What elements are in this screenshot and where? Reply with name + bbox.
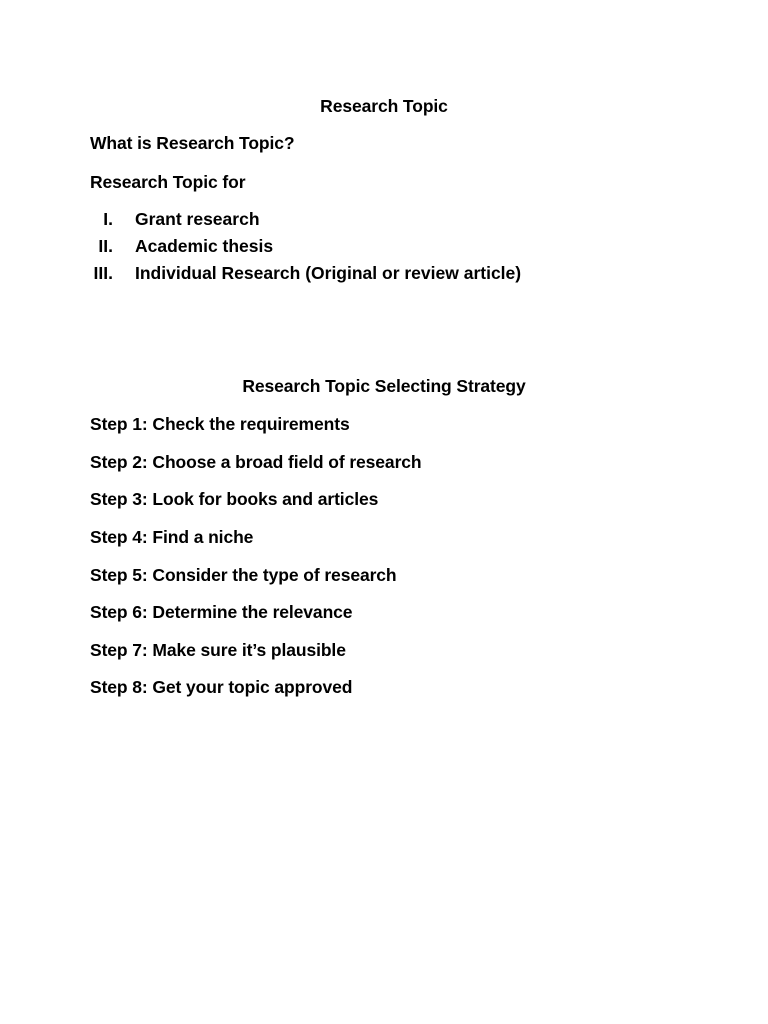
list-numeral: III.: [93, 263, 113, 283]
step-item: Step 2: Choose a broad field of research: [90, 452, 422, 472]
step-item: Step 6: Determine the relevance: [90, 602, 353, 622]
question-heading: What is Research Topic?: [90, 133, 295, 153]
list-item-text: Individual Research (Original or review article): [135, 263, 522, 283]
step-item: Step 1: Check the requirements: [90, 414, 350, 434]
topic-for-heading: Research Topic for: [90, 172, 246, 192]
list-item-text: Grant research: [135, 209, 260, 229]
step-item: Step 4: Find a niche: [90, 527, 254, 547]
step-item: Step 5: Consider the type of research: [90, 565, 397, 585]
step-item: Step 7: Make sure it’s plausible: [90, 640, 346, 660]
list-item-text: Academic thesis: [135, 236, 274, 256]
page-title: Research Topic: [320, 96, 448, 116]
list-numeral: I.: [103, 209, 113, 229]
strategy-heading: Research Topic Selecting Strategy: [242, 376, 526, 396]
step-item: Step 8: Get your topic approved: [90, 677, 353, 697]
step-item: Step 3: Look for books and articles: [90, 489, 379, 509]
list-numeral: II.: [98, 236, 113, 256]
